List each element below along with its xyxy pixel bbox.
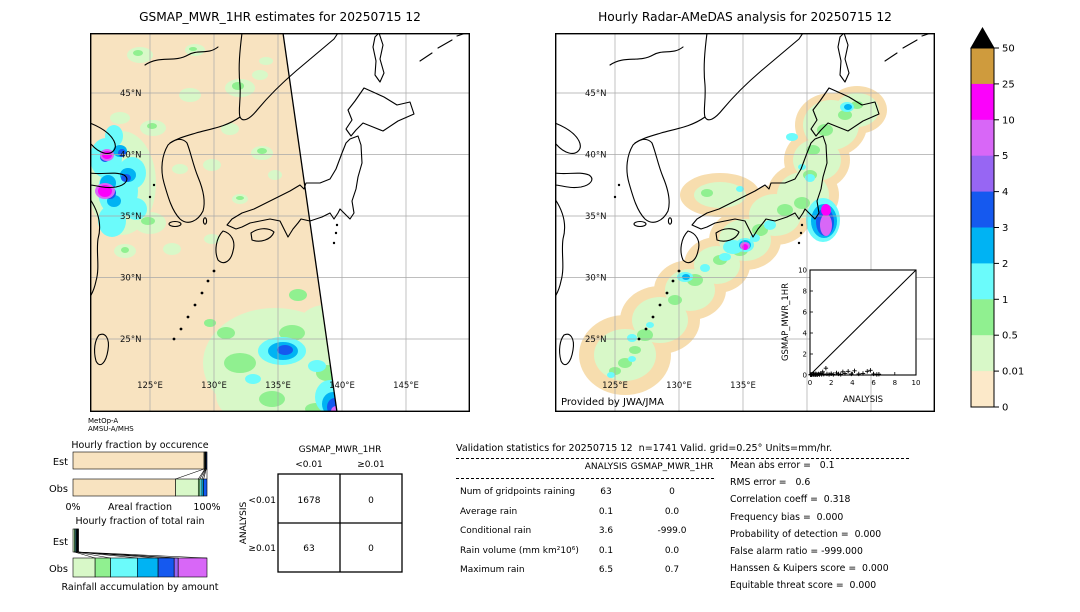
bar-segment xyxy=(174,558,178,577)
left-map-title: GSMAP_MWR_1HR estimates for 20250715 12 xyxy=(139,10,421,24)
stat-label: Maximum rain xyxy=(460,565,525,576)
colorbar-tick-label: 0 xyxy=(1002,402,1009,414)
occurrence-chart-title: Hourly fraction by occurence xyxy=(71,440,209,451)
y-tick-label: 6 xyxy=(802,308,807,317)
fraction-bar-charts xyxy=(30,414,240,612)
contingency-title: GSMAP_MWR_1HR xyxy=(298,445,382,455)
x-tick-label: 4 xyxy=(850,379,855,387)
col-label: ≥0.01 xyxy=(357,460,385,470)
y-tick-label: 8 xyxy=(802,287,807,296)
divider xyxy=(456,458,909,459)
lon-label: 130°E xyxy=(201,381,227,391)
x-tick-label: 2 xyxy=(828,379,834,387)
inset-ylabel: GSMAP_MWR_1HR xyxy=(781,282,791,362)
colorbar-segment xyxy=(971,228,994,264)
est-row-label: Est xyxy=(52,457,68,468)
totalrain-bars xyxy=(73,529,207,577)
totalrain-footer: Rainfall accumulation by amount xyxy=(61,582,219,593)
obs-row-label: Obs xyxy=(48,564,68,575)
row-label: <0.01 xyxy=(248,496,276,506)
colorbar-tick-label: 0.5 xyxy=(1002,330,1018,342)
x-tick-label: 10 xyxy=(911,379,921,387)
colorbar-segment xyxy=(971,156,994,192)
colorbar-tick-label: 2 xyxy=(1002,258,1009,270)
colorbar-segment xyxy=(971,371,994,407)
bar-segment xyxy=(178,558,207,577)
lon-label: 140°E xyxy=(329,381,355,391)
colorbar-segment xyxy=(971,299,994,335)
bar-segment xyxy=(73,452,204,469)
analysis-value: 63 xyxy=(600,487,612,497)
x-axis-0: 0% xyxy=(65,502,81,513)
y-tick-label: 10 xyxy=(798,266,807,275)
analysis-value: 3.6 xyxy=(598,526,614,537)
colorbar-overflow-arrow xyxy=(971,28,994,48)
stat-label: Rain volume (mm km²10⁶) xyxy=(460,545,579,556)
bar-segment xyxy=(176,479,199,496)
gsmap-value: 0.0 xyxy=(664,545,680,556)
divider xyxy=(456,478,714,479)
score-line: Correlation coeff = 0.318 xyxy=(730,494,851,506)
x-tick-label: 0 xyxy=(807,379,813,387)
lon-label: 135°E xyxy=(730,381,756,391)
stat-label: Num of gridpoints raining xyxy=(460,487,576,497)
analysis-value: 6.5 xyxy=(598,565,614,576)
x-axis-100: 100% xyxy=(193,502,221,513)
lat-label: 25°N xyxy=(585,335,607,345)
right-map-lon-labels xyxy=(602,381,756,391)
analysis-value: 0.1 xyxy=(598,506,614,517)
lat-label: 35°N xyxy=(585,212,607,222)
cell-value: 63 xyxy=(303,544,315,554)
score-line: RMS error = 0.6 xyxy=(730,477,811,489)
gsmap-value: 0.7 xyxy=(664,565,680,576)
row-axis-label: ANALYSIS xyxy=(239,501,249,545)
inset-xlabel: ANALYSIS xyxy=(842,395,884,405)
colorbar-segment xyxy=(971,192,994,228)
satellite-name: MetOp-A xyxy=(88,417,119,425)
colorbar-segment xyxy=(971,263,994,299)
score-line: Probability of detection = 0.000 xyxy=(730,528,882,540)
gsmap-estimate-map xyxy=(90,33,470,412)
y-tick-label: 0 xyxy=(802,371,807,380)
lon-label: 130°E xyxy=(666,381,692,391)
lat-label: 40°N xyxy=(120,150,142,161)
lon-label: 135°E xyxy=(265,381,291,391)
lon-label: 125°E xyxy=(137,381,163,391)
score-line: False alarm ratio = -999.000 xyxy=(730,546,863,557)
obs-row-label: Obs xyxy=(48,484,68,495)
right-map-title: Hourly Radar-AMeDAS analysis for 20250715 12 xyxy=(598,10,892,24)
credit-label: Provided by JWA/JMA xyxy=(561,397,664,408)
lat-label: 35°N xyxy=(120,212,142,222)
colorbar-segment xyxy=(971,48,994,84)
colorbar-tick-label: 10 xyxy=(1002,115,1015,127)
lat-label: 45°N xyxy=(120,89,142,99)
score-line: Mean abs error = 0.1 xyxy=(730,460,835,471)
col-label: <0.01 xyxy=(295,460,323,470)
rain-rate-colorbar xyxy=(960,22,1055,422)
y-tick-label: 2 xyxy=(802,350,807,359)
est-row-label: Est xyxy=(52,537,68,548)
analysis-column-header: ANALYSIS xyxy=(584,462,628,472)
colorbar-segment xyxy=(971,84,994,120)
score-line: Hanssen & Kuipers score = 0.000 xyxy=(730,563,889,575)
y-tick-label: 4 xyxy=(802,329,807,338)
x-tick-label: 8 xyxy=(892,379,898,387)
lat-label: 45°N xyxy=(585,89,607,99)
bar-segment xyxy=(200,479,202,496)
score-line: Frequency bias = 0.000 xyxy=(730,511,844,523)
score-line: Equitable threat score = 0.000 xyxy=(730,580,877,592)
bar-segment xyxy=(78,529,79,552)
gsmap-value: 0 xyxy=(669,487,675,497)
lat-label: 25°N xyxy=(120,335,142,345)
bar-segment xyxy=(206,452,207,469)
sensor-name: AMSU-A/MHS xyxy=(88,425,134,433)
lon-label: 125°E xyxy=(602,381,628,391)
lat-label: 40°N xyxy=(585,150,607,161)
gsmap-value: 0.0 xyxy=(664,506,680,517)
colorbar-segment xyxy=(971,120,994,156)
bar-segment xyxy=(137,558,158,577)
totalrain-chart-title: Hourly fraction of total rain xyxy=(75,516,205,527)
lat-label: 30°N xyxy=(120,273,142,284)
lat-label: 30°N xyxy=(585,273,607,284)
cell-value: 1678 xyxy=(297,496,321,506)
x-tick-label: 6 xyxy=(871,379,876,387)
stat-label: Average rain xyxy=(460,506,518,517)
colorbar-tick-label: 0.01 xyxy=(1002,366,1025,378)
colorbar-tick-label: 25 xyxy=(1002,79,1015,91)
bar-segment xyxy=(73,558,95,577)
bar-segment xyxy=(158,558,174,577)
row-label: ≥0.01 xyxy=(248,544,276,554)
validation-scatter-inset xyxy=(778,258,940,406)
fan-line xyxy=(176,469,205,479)
bar-segment xyxy=(204,479,207,496)
bar-segment xyxy=(95,558,110,577)
stat-label: Conditional rain xyxy=(460,526,532,537)
gsmap-value: -999.0 xyxy=(657,526,687,537)
cell-value: 0 xyxy=(368,544,374,554)
bar-segment xyxy=(73,479,176,496)
validation-header: Validation statistics for 20250715 12 n=1741 Valid. grid=0.25° Units=mm/hr. xyxy=(456,443,833,454)
analysis-value: 0.1 xyxy=(598,545,614,556)
bar-segment xyxy=(111,558,138,577)
colorbar-tick-label: 3 xyxy=(1002,223,1009,234)
gsmap-column-header: GSMAP_MWR_1HR xyxy=(630,462,714,472)
colorbar-segment xyxy=(971,335,994,371)
colorbar-tick-label: 4 xyxy=(1002,187,1009,199)
x-axis-label: Areal fraction xyxy=(107,502,173,513)
occurrence-bars xyxy=(73,452,207,496)
colorbar-tick-label: 1 xyxy=(1002,294,1009,306)
lon-label: 145°E xyxy=(393,381,419,391)
colorbar-tick-label: 5 xyxy=(1002,151,1009,163)
contingency-table xyxy=(238,440,440,580)
colorbar-tick-label: 50 xyxy=(1002,43,1015,55)
cell-value: 0 xyxy=(368,496,374,506)
